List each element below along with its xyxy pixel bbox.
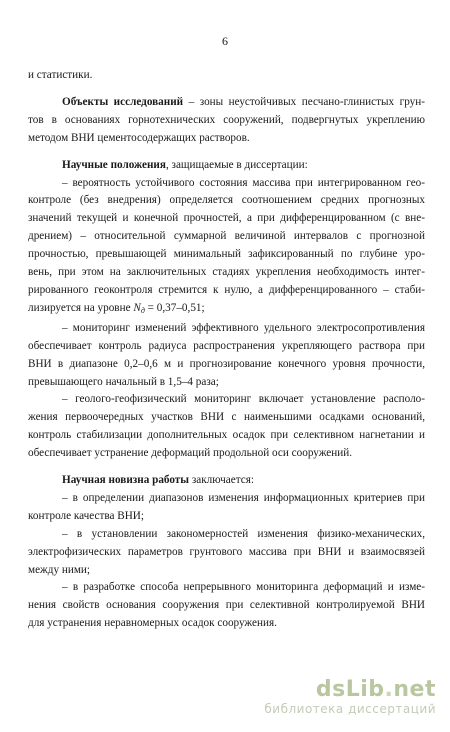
watermark-logo: dsLib.net bbox=[315, 677, 436, 702]
text-line: Научная новизна работы заключается: bbox=[62, 474, 254, 487]
text-line: контроле (без внедрения) определяется соотношением средних прогнозных bbox=[28, 194, 425, 207]
text-line: и статистики. bbox=[28, 69, 93, 81]
text-line: ВНИ в диапазоне 0,2–0,6 м и прогнозирование конечного уровня прочности, bbox=[28, 357, 425, 370]
heading-scientific-novelty: Научная новизна работы bbox=[62, 474, 190, 487]
text-line: Объекты исследований – зоны неустойчивых песчано-глинистых грун- bbox=[62, 95, 425, 108]
text-line: контроле качества ВНИ; bbox=[28, 509, 144, 522]
text-line: жения первоочередных участков ВНИ с наименьшими осадками оснований, bbox=[28, 411, 425, 424]
text-line: тов в основаниях горнотехнических сооружений, подвергнутых укреплению bbox=[28, 113, 425, 126]
text-line: обеспечивает контроль радиуса распространения укрепляющего раствора при bbox=[28, 339, 425, 352]
text-line: – мониторинг изменений эффективного удельного электросопротивления bbox=[62, 321, 425, 334]
text-line: электрофизических параметров грунтового массива при ВНИ и взаимосвязей bbox=[28, 545, 425, 558]
text-line: рированного геоконтроля стремится к нулю, а дифференцированного – стаби- bbox=[28, 283, 425, 296]
formula-variable: N bbox=[133, 301, 141, 314]
text-line: превышающего начальный в 1,5–4 раза; bbox=[28, 375, 219, 388]
paragraph-research-objects bbox=[28, 94, 425, 148]
formula-subscript: д bbox=[140, 305, 145, 315]
text-line: вень, при этом на заключительных стадиях укрепления необходимость интег- bbox=[28, 266, 425, 279]
text-line: – в определении диапазонов изменения информационных критериев при bbox=[62, 491, 425, 504]
heading-scientific-provisions: Научные положения bbox=[62, 158, 166, 171]
document-body bbox=[28, 67, 425, 633]
text-line: между ними; bbox=[28, 563, 91, 576]
heading-research-objects: Объекты исследований bbox=[62, 95, 184, 108]
paragraph-scientific-novelty bbox=[28, 472, 425, 633]
watermark bbox=[264, 678, 436, 716]
text-line: методом ВНИ цементосодержащих растворов. bbox=[28, 131, 250, 144]
text-line: значений текущей и конечной прочностей, а при дифференцированном (с вне- bbox=[28, 212, 425, 225]
text-line: – вероятность устойчивого состояния массива при интегрированном гео- bbox=[62, 176, 425, 189]
text-line: – геолого-геофизический мониторинг включает установление располо- bbox=[62, 393, 425, 406]
page-number: 6 bbox=[222, 34, 228, 48]
text-line: прочностью, превышающей минимальный зафиксированный по глубине уро- bbox=[28, 248, 425, 261]
text-line: нения свойств основания сооружения при селективной контролируемой ВНИ bbox=[28, 599, 425, 612]
paragraph-continuation bbox=[28, 67, 425, 85]
text-line: – в разработке способа непрерывного мониторинга деформаций и изме- bbox=[62, 581, 425, 594]
text-line: – в установлении закономерностей изменения физико-механических, bbox=[62, 527, 425, 540]
text-line: Научные положения, защищаемые в диссертации: bbox=[62, 158, 308, 171]
text-line: для устранения неравномерных осадок сооружения. bbox=[28, 617, 277, 630]
text-line: лизируется на уровне $N_д = 0,37-0,51$; bbox=[28, 301, 205, 315]
text-line: дрением) – относительной суммарной величиной интервалов с прогнозной bbox=[28, 230, 425, 243]
paragraph-scientific-provisions bbox=[28, 157, 425, 463]
text-line: обеспечивает устранение деформаций продольной оси сооружений. bbox=[28, 447, 353, 460]
text-line: контроль стабилизации дополнительных осадок при селективном нагнетании и bbox=[28, 429, 425, 442]
watermark-subtitle: библиотека диссертаций bbox=[264, 702, 436, 716]
